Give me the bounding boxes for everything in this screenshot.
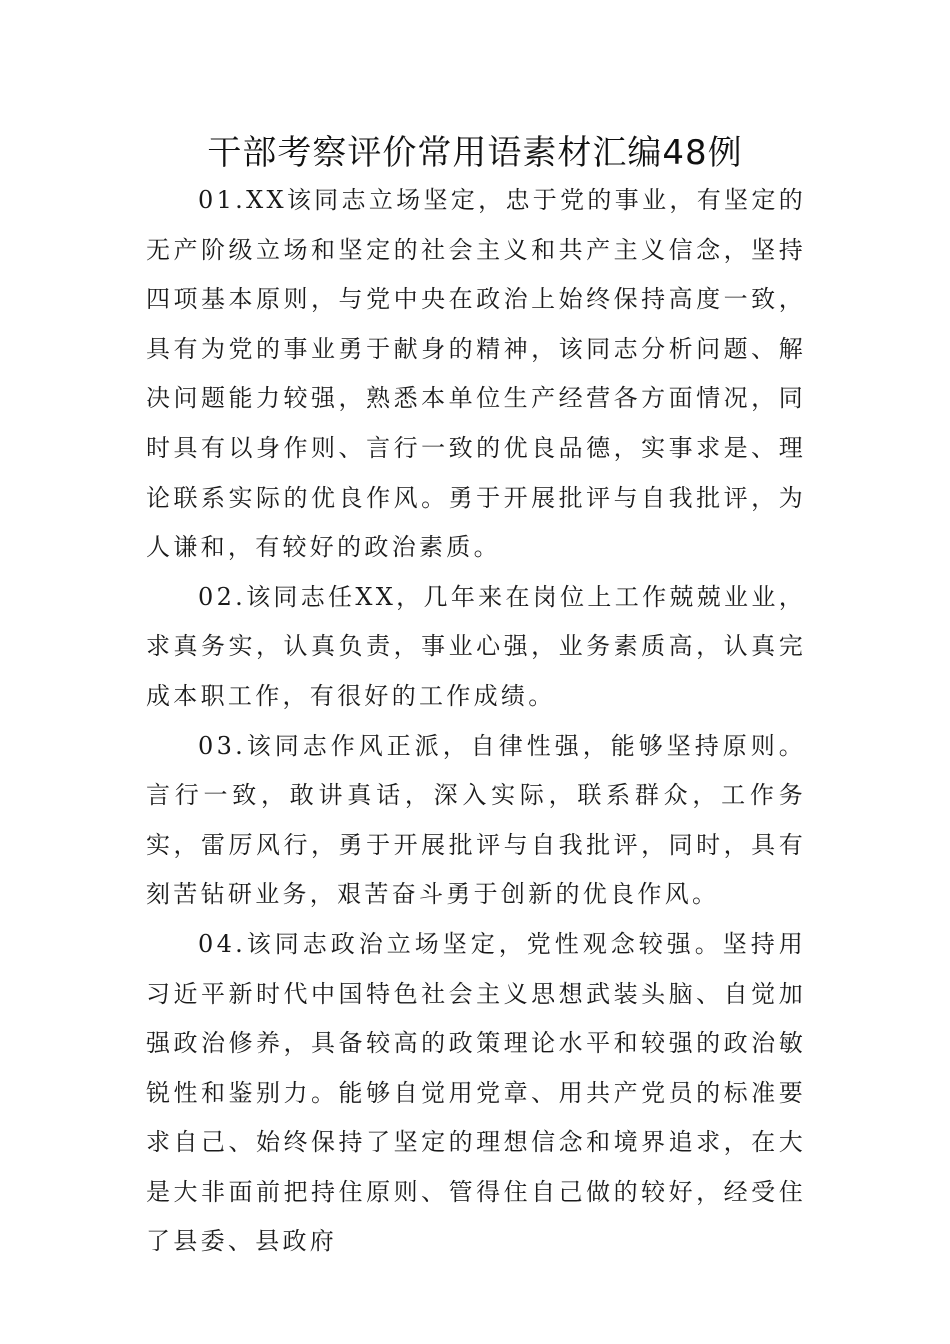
paragraph-03: 03.该同志作风正派，自律性强，能够坚持原则。言行一致，敢讲真话，深入实际，联系群众，工作务实，雷厉风行，勇于开展批评与自我批评，同时，具有刻苦钻研业务，艰苦奋斗勇于创新的优良作风。	[146, 731, 806, 909]
paragraph-01: 01.XX该同志立场坚定，忠于党的事业，有坚定的无产阶级立场和坚定的社会主义和共产主义信念，坚持四项基本原则，与党中央在政治上始终保持高度一致，具有为党的事业勇于献身的精神，该同志分析问题、解决问题能力较强，熟悉本单位生产经营各方面情况，同时具有以身作则、言行一致的优良品德，实事求是、理论联系实际的优良作风。勇于开展批评与自我批评，为人谦和，有较好的政治素质。	[146, 186, 806, 562]
paragraph-04: 04.该同志政治立场坚定，党性观念较强。坚持用习近平新时代中国特色社会主义思想武装头脑、自觉加强政治修养，具备较高的政策理论水平和较强的政治敏锐性和鉴别力。能够自觉用党章、用共产党员的标准要求自己、始终保持了坚定的理想信念和境界追求，在大是大非面前把持住原则、管得住自己做的较好，经受住了县委、县政府	[146, 929, 806, 1256]
document-body	[146, 176, 806, 1267]
document-title: 干部考察评价常用语素材汇编48例	[207, 133, 743, 173]
paragraph-02: 02.该同志任XX，几年来在岗位上工作兢兢业业，求真务实，认真负责，事业心强，业务素质高，认真完成本职工作，有很好的工作成绩。	[146, 582, 806, 710]
